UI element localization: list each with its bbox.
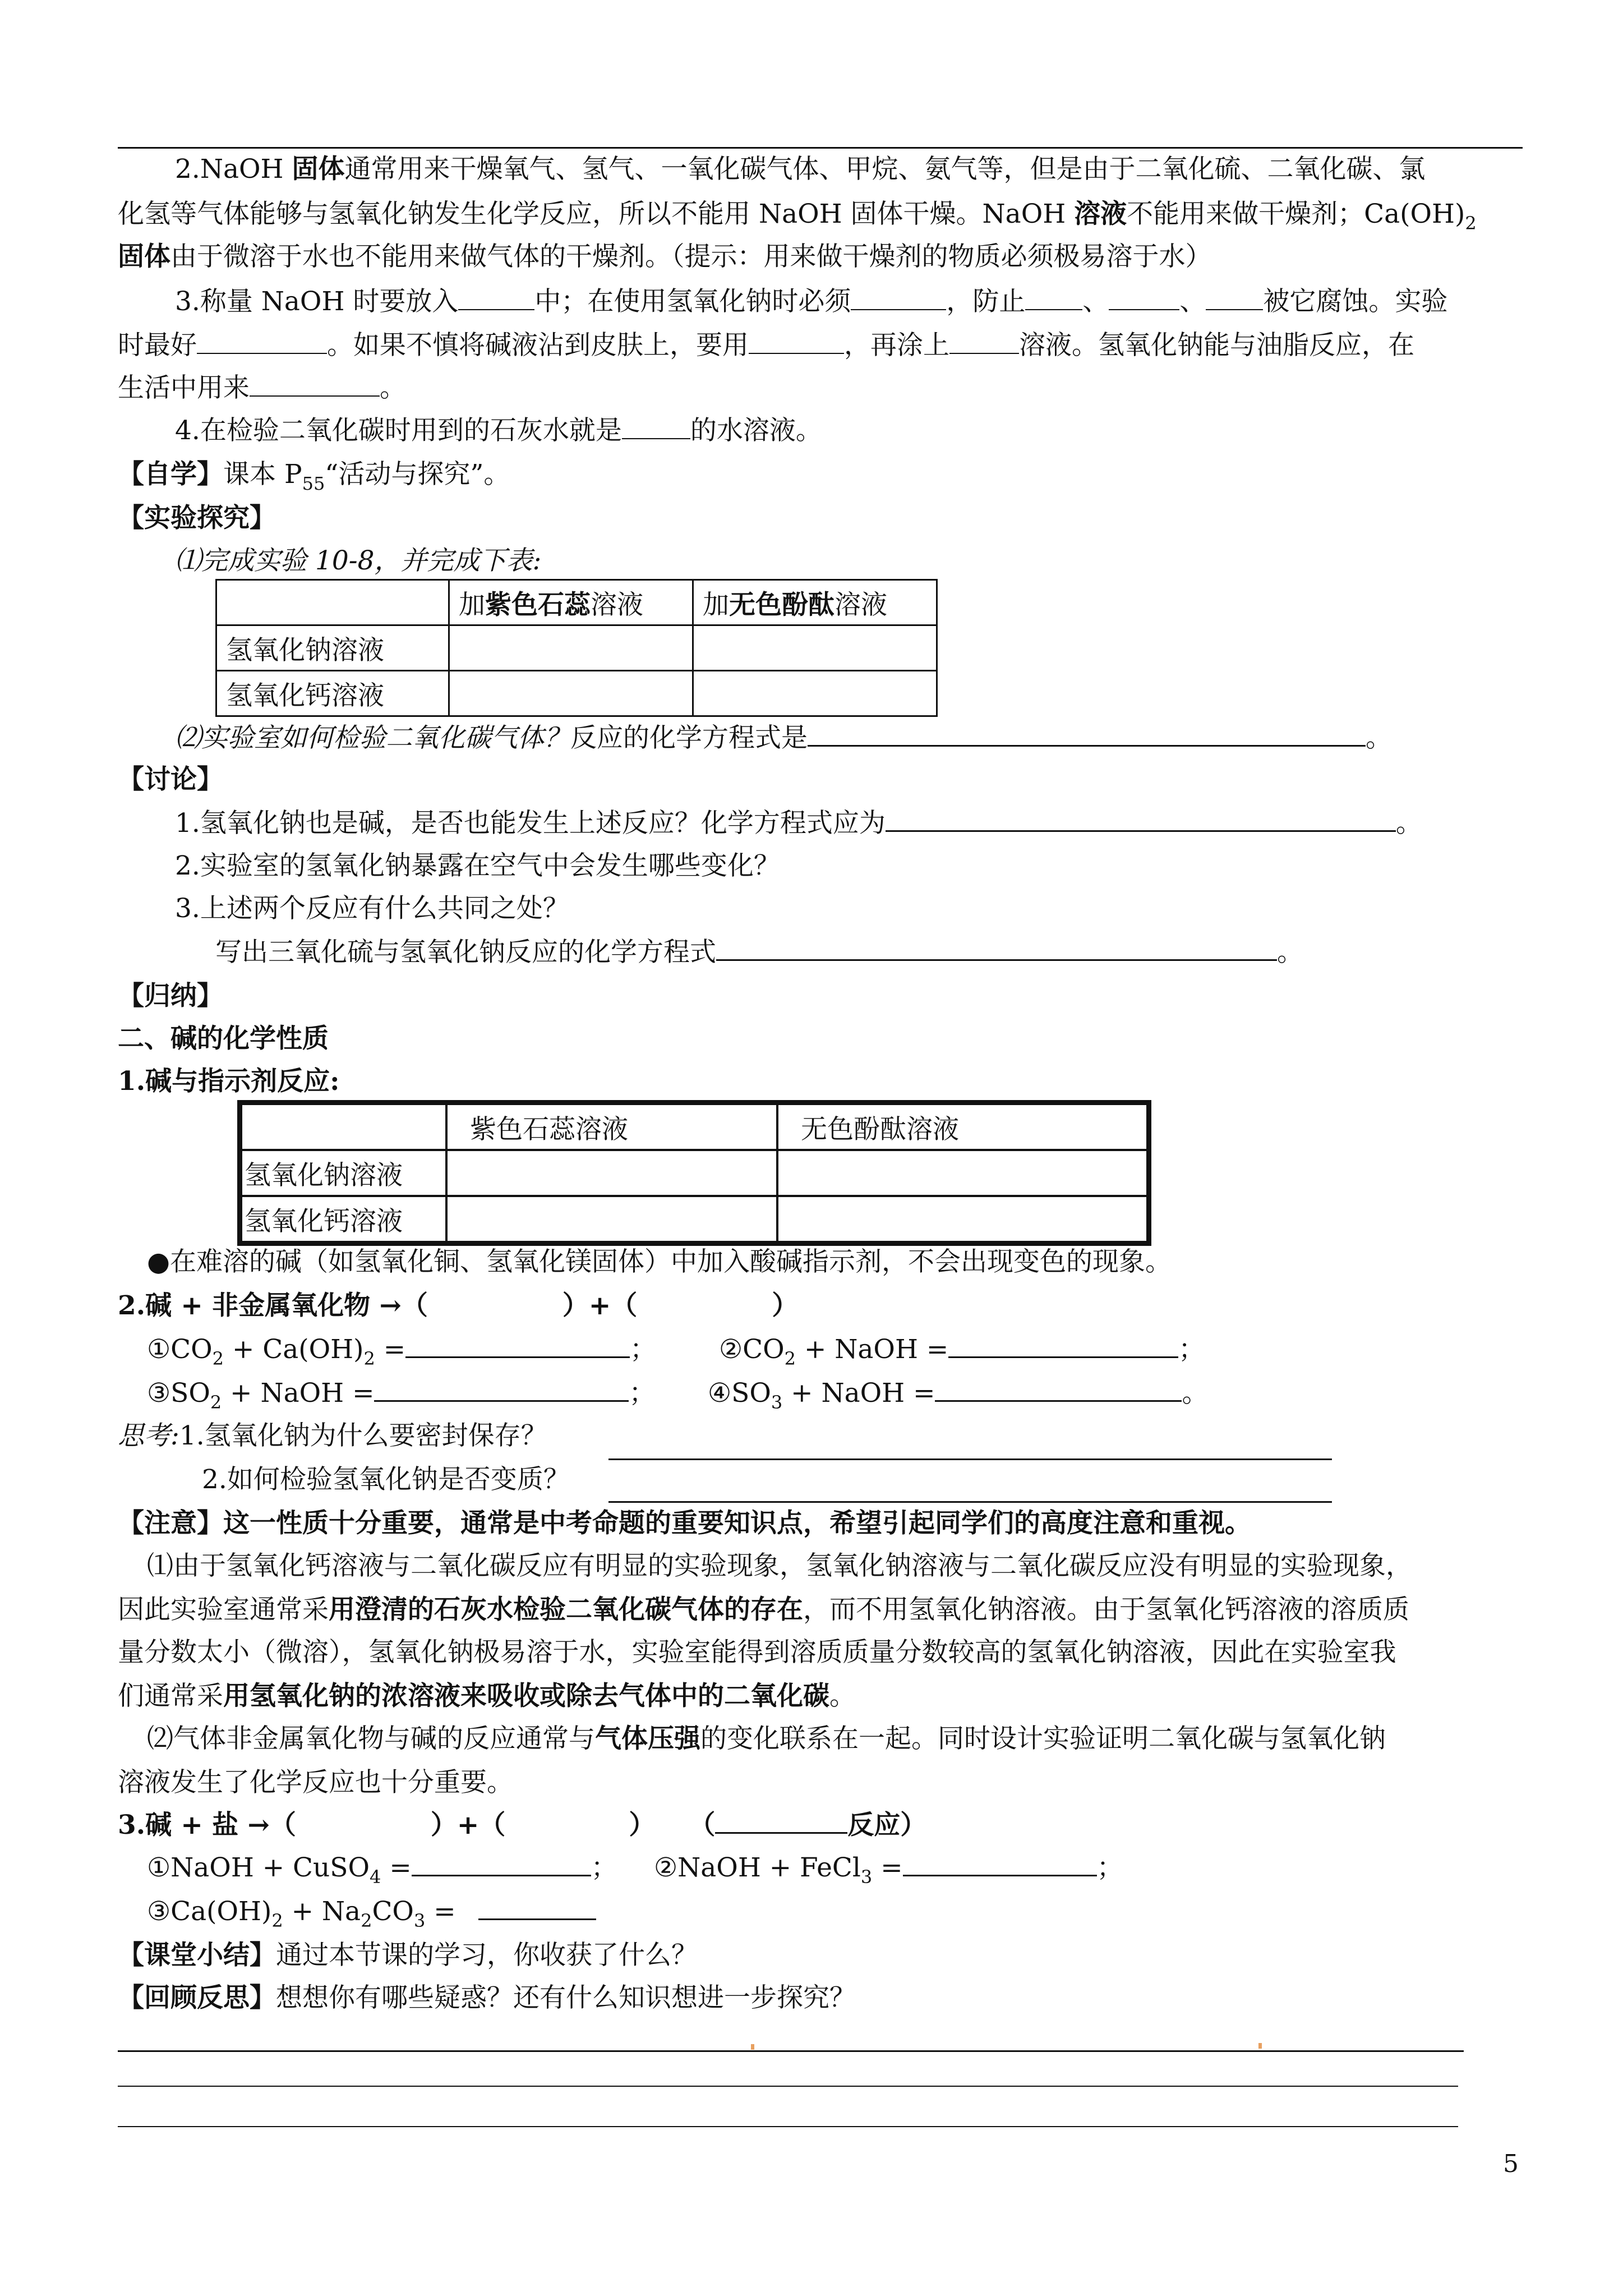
subsection-3-heading: 3.碱 + 盐 →（ ）+（ ） （ 反应） xyxy=(118,1810,927,1841)
para-3-line-1: 3.称量 NaOH 时要放入 中；在使用氢氧化钠时必须 ，防止 、 、 被它腐蚀。实验 xyxy=(175,286,1448,317)
zhuyi-p1-line-1: ⑴由于氢氧化钙溶液与二氧化碳反应有明显的实验现象，氢氧化钠溶液与二氧化碳反应没有明显的实验现象， xyxy=(147,1550,1412,1581)
answer-line-3[interactable] xyxy=(118,2126,1458,2127)
para-3-line-2: 时最好 。如果不慎将碱液沾到皮肤上，要用 ，再涂上 溶液。氢氧化钠能与油脂反应，在 xyxy=(118,330,1414,361)
sikao-q2: 2.如何检验氢氧化钠是否变质？ xyxy=(202,1464,570,1495)
table-row-label: 氢氧化钠溶液 xyxy=(241,1150,446,1196)
para-3-line-3: 生活中用来 。 xyxy=(118,372,406,403)
para-2-line-1: 2.NaOH 固体通常用来干燥氧气、氢气、一氧化碳气体、甲烷、氨气等，但是由于二氧化硫、二氧化碳、氯 xyxy=(175,154,1426,185)
table-row-label: 氢氧化钙溶液 xyxy=(216,671,449,716)
table-answer-cell[interactable] xyxy=(693,625,937,671)
table-row-label: 氢氧化钙溶液 xyxy=(241,1196,446,1242)
taolun-q3: 3.上述两个反应有什么共同之处？ xyxy=(175,893,569,924)
taolun-q1: 1.氢氧化钠也是碱，是否也能发生上述反应？化学方程式应为 。 xyxy=(175,808,1422,839)
salt-equation-1: ①NaOH + CuSO$_4$ = ； xyxy=(147,1852,617,1888)
subsection-2-heading: 2.碱 + 非金属氧化物 →（ ）+（ ） xyxy=(118,1290,799,1321)
equation-3: $③SO_2$ + NaOH = ； xyxy=(147,1378,656,1413)
para-4: 4.在检验二氧化碳时用到的石灰水就是 的水溶液。 xyxy=(175,415,822,446)
table-corner-cell xyxy=(241,1104,446,1150)
taolun-q4: 写出三氧化硫与氢氧化钠反应的化学方程式 。 xyxy=(215,937,1303,968)
sikao-answer-line-2[interactable] xyxy=(608,1479,1332,1503)
zhuyi-p1-line-4: 们通常采用氢氧化钠的浓溶液来吸收或除去气体中的二氧化碳。 xyxy=(118,1681,856,1711)
zhuyi-heading: 【注意】这一性质十分重要，通常是中考命题的重要知识点，希望引起同学们的高度注意和重视。 xyxy=(118,1508,1251,1539)
table-answer-cell[interactable] xyxy=(693,671,937,716)
sikao-q1: 思考:1.氢氧化钠为什么要密封保存？ xyxy=(118,1420,547,1451)
table-header-litmus: 紫色石蕊溶液 xyxy=(446,1104,777,1150)
zixue-line: 【自学】课本 $P_{55}“$活动与探究”。 xyxy=(118,459,510,494)
table-answer-cell[interactable] xyxy=(446,1150,777,1196)
note-insoluble-base: ●在难溶的碱（如氢氧化铜、氢氧化镁固体）中加入酸碱指示剂，不会出现变色的现象。 xyxy=(147,1246,1172,1277)
xiaojie-line: 【课堂小结】通过本节课的学习，你收获了什么？ xyxy=(118,1940,698,1971)
zhuyi-p2-line-1: ⑵气体非金属氧化物与碱的反应通常与气体压强的变化联系在一起。同时设计实验证明二氧化碳与氢氧化钠 xyxy=(147,1723,1386,1754)
zhuyi-p1-line-3: 量分数太小（微溶），氢氧化钠极易溶于水，实验室能得到溶质质量分数较高的氢氧化钠溶液，因此在实验室我 xyxy=(118,1637,1396,1668)
fansi-line: 【回顾反思】想想你有哪些疑惑？还有什么知识想进一步探究？ xyxy=(118,1982,856,2013)
scan-speck xyxy=(1258,2043,1262,2049)
equation-4: $④SO_3$ + NaOH = 。 xyxy=(708,1378,1209,1413)
section-heading: 二、碱的化学性质 xyxy=(118,1023,329,1054)
scan-speck xyxy=(751,2044,754,2050)
zhuyi-p2-line-2: 溶液发生了化学反应也十分重要。 xyxy=(118,1767,513,1798)
table-header-litmus: 加紫色石蕊溶液 xyxy=(449,580,693,625)
table-answer-cell[interactable] xyxy=(449,671,693,716)
shiyan-heading: 【实验探究】 xyxy=(118,503,276,533)
table-header-phenolphthalein: 加无色酚酞溶液 xyxy=(693,580,937,625)
indicator-table xyxy=(240,1103,1149,1243)
table-answer-cell[interactable] xyxy=(777,1150,1147,1196)
salt-equation-2: ②NaOH + FeCl$_3$ = ； xyxy=(654,1852,1123,1888)
sikao-answer-line-1[interactable] xyxy=(608,1436,1332,1460)
taolun-heading: 【讨论】 xyxy=(118,764,223,795)
table-answer-cell[interactable] xyxy=(449,625,693,671)
shiyan-q2: ⑵实验室如何检验二氧化碳气体？反应的化学方程式是 。 xyxy=(175,723,1392,753)
salt-equation-3: $③Ca(OH)_2 + Na_2CO_3$ = xyxy=(147,1889,596,1943)
taolun-q2: 2.实验室的氢氧化钠暴露在空气中会发生哪些变化？ xyxy=(175,850,780,881)
table-corner-cell xyxy=(216,580,449,625)
table-row-label: 氢氧化钠溶液 xyxy=(216,625,449,671)
answer-line-2[interactable] xyxy=(118,2086,1458,2087)
guina-heading: 【归纳】 xyxy=(118,981,223,1011)
para-2-line-2: 化氢等气体能够与氢氧化钠发生化学反应，所以不能用 NaOH 固体干燥。NaOH 溶液不能用来做干燥剂；$Ca(OH)_2$ xyxy=(118,199,1477,234)
table-answer-cell[interactable] xyxy=(777,1196,1147,1242)
page-number: 5 xyxy=(1503,2150,1519,2178)
table-answer-cell[interactable] xyxy=(446,1196,777,1242)
shiyan-q1: ⑴完成实验 10-8，并完成下表: xyxy=(175,545,542,576)
equation-1: $①CO_2 + Ca(OH)_2$ = ； xyxy=(147,1334,657,1369)
para-2-line-3: 固体由于微溶于水也不能用来做气体的干燥剂。（提示：用来做干燥剂的物质必须极易溶于水） xyxy=(118,241,1212,272)
zhuyi-p1-line-2: 因此实验室通常采用澄清的石灰水检验二氧化碳气体的存在，而不用氢氧化钠溶液。由于氢氧化钙溶液的溶质质 xyxy=(118,1594,1409,1625)
table-header-phenolphthalein: 无色酚酞溶液 xyxy=(777,1104,1147,1150)
equation-2: $②CO_2$ + NaOH = ； xyxy=(719,1334,1205,1369)
experiment-table xyxy=(215,579,938,717)
answer-line-1[interactable] xyxy=(118,2050,1464,2052)
subsection-1-heading: 1.碱与指示剂反应: xyxy=(118,1066,340,1097)
